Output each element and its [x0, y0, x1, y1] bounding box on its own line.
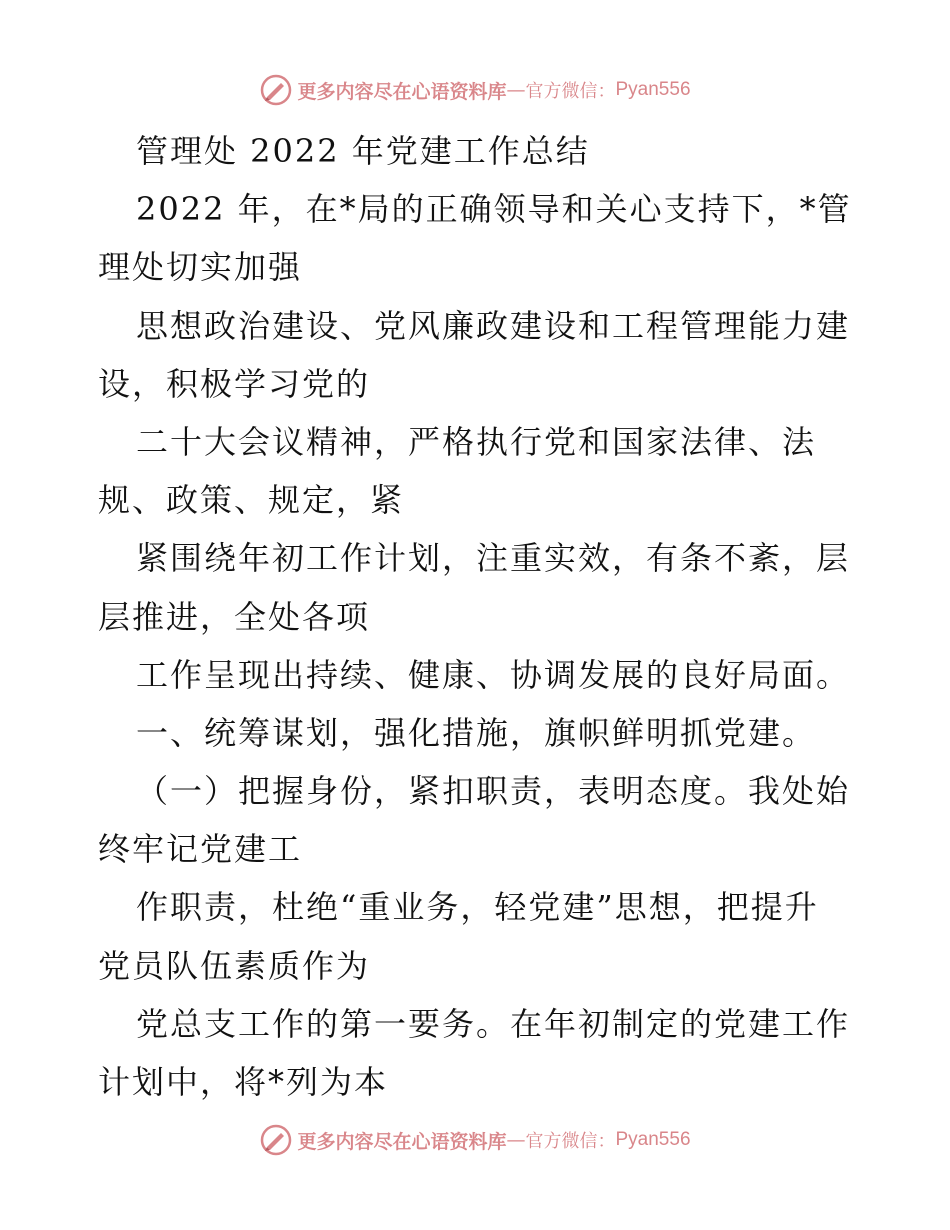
document-line: 终牢记党建工: [98, 830, 303, 869]
watermark-separator: —: [506, 79, 526, 101]
document-line: 2022 年，在*局的正确领导和关心支持下，*管: [136, 190, 852, 229]
watermark-separator: —: [506, 1129, 526, 1151]
document-line: 思想政治建设、党风廉政建设和工程管理能力建: [136, 306, 851, 345]
pen-logo-icon: [259, 73, 293, 107]
header-watermark: [0, 70, 950, 110]
watermark-text: 更多内容尽在心语资料库: [297, 80, 507, 103]
document-title: 管理处 2022 年党建工作总结: [136, 132, 590, 170]
document-line: 工作呈现出持续、健康、协调发展的良好局面。: [136, 655, 851, 694]
document-line: 党员队伍素质作为: [98, 946, 371, 985]
document-body: [98, 122, 858, 1111]
document-line: 设，积极学习党的: [98, 364, 371, 403]
watermark-contact-label: 官方微信：: [525, 81, 616, 102]
watermark-text: 更多内容尽在心语资料库: [297, 1130, 507, 1153]
document-line: 层推进，全处各项: [98, 597, 371, 636]
document-line: 理处切实加强: [98, 248, 303, 287]
watermark-contact-id: Pyan556: [615, 1129, 691, 1150]
document-line: 规、政策、规定，紧: [98, 481, 405, 520]
watermark-contact-id: Pyan556: [615, 79, 691, 100]
document-line: 紧围绕年初工作计划，注重实效，有条不紊，层: [136, 539, 851, 578]
document-line: 计划中，将*列为本: [98, 1063, 389, 1101]
footer-watermark: [0, 1120, 950, 1160]
watermark-contact-label: 官方微信：: [525, 1131, 616, 1152]
document-line: 二十大会议精神，严格执行党和国家法律、法: [136, 422, 817, 461]
section-heading: 一、统筹谋划，强化措施，旗帜鲜明抓党建。: [136, 713, 817, 752]
subsection-heading: （一）把握身份，紧扣职责，表明态度。我处始: [136, 772, 851, 811]
document-line: 作职责，杜绝“重业务，轻党建”思想，把提升: [136, 888, 819, 927]
document-line: 党总支工作的第一要务。在年初制定的党建工作: [136, 1004, 851, 1043]
pen-logo-icon: [259, 1123, 293, 1157]
